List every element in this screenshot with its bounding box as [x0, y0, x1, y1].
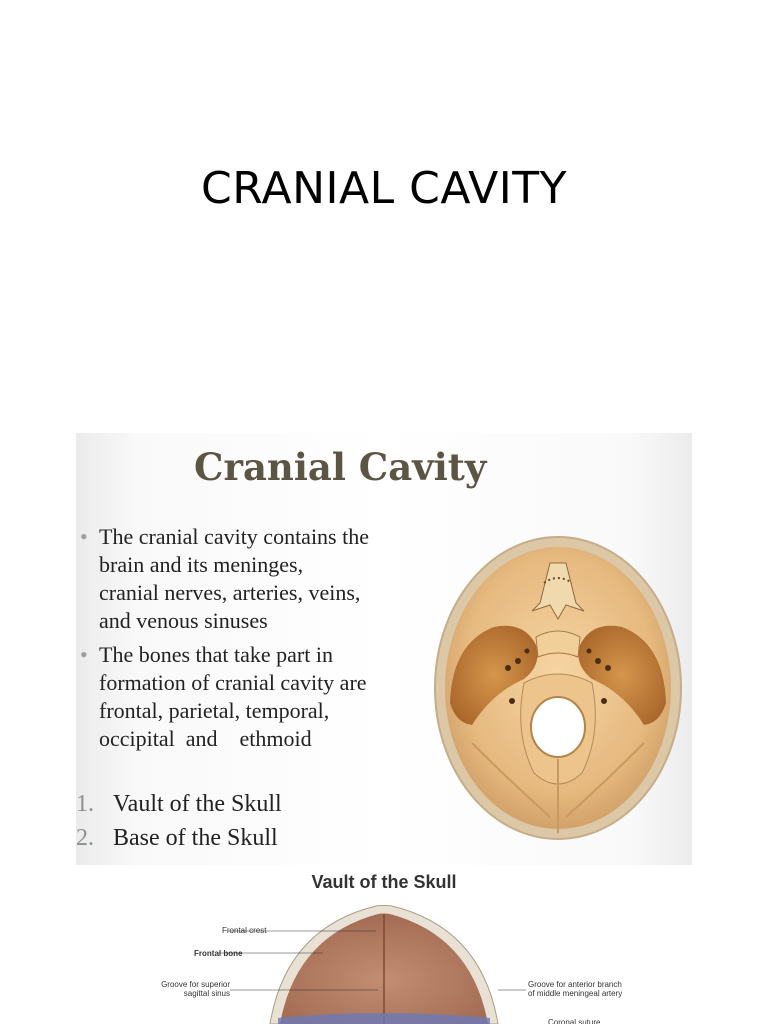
- bullet-item-bones: [76, 641, 416, 753]
- item-text: Vault of the Skull: [113, 791, 282, 817]
- bullet-item-contents: [76, 523, 416, 635]
- numbered-item-vault: [76, 791, 282, 818]
- document-title: CRANIAL CAVITY: [201, 163, 567, 214]
- label-frontal-crest: Frontal crest: [222, 926, 267, 935]
- item-number: 1.: [76, 791, 94, 817]
- numbered-item-base: [76, 825, 278, 852]
- bullet-line: frontal, parietal, temporal,: [99, 698, 330, 723]
- bullet-line: and venous sinuses: [99, 608, 268, 633]
- bullet-dot-icon: •: [80, 642, 88, 667]
- bullet-line: The cranial cavity contains the: [99, 524, 369, 549]
- label-groove-superior: Groove for superior sagittal sinus: [161, 980, 230, 998]
- bullet-line: cranial nerves, arteries, veins,: [99, 580, 361, 605]
- slide-title: Vault of the Skull: [311, 872, 457, 892]
- bullet-line: brain and its meninges,: [99, 552, 304, 577]
- slide-title: Cranial Cavity: [194, 445, 487, 489]
- bullet-dot-icon: •: [80, 524, 88, 549]
- item-text: Base of the Skull: [113, 825, 278, 851]
- item-number: 2.: [76, 825, 94, 851]
- bullet-line: formation of cranial cavity are: [99, 670, 367, 695]
- slide-vault-of-skull: [138, 866, 630, 1024]
- skull-base-illustration: [432, 533, 684, 843]
- skull-vault-illustration: [138, 900, 630, 1024]
- bullet-line: occipital and ethmoid: [99, 726, 312, 751]
- label-coronal-suture: Coronal suture: [548, 1018, 601, 1024]
- bullet-line: The bones that take part in: [99, 642, 333, 667]
- label-frontal-bone: Frontal bone: [194, 949, 243, 958]
- slide-cranial-cavity: [76, 433, 692, 865]
- label-groove-anterior: Groove for anterior branch of middle meningeal artery: [528, 980, 623, 998]
